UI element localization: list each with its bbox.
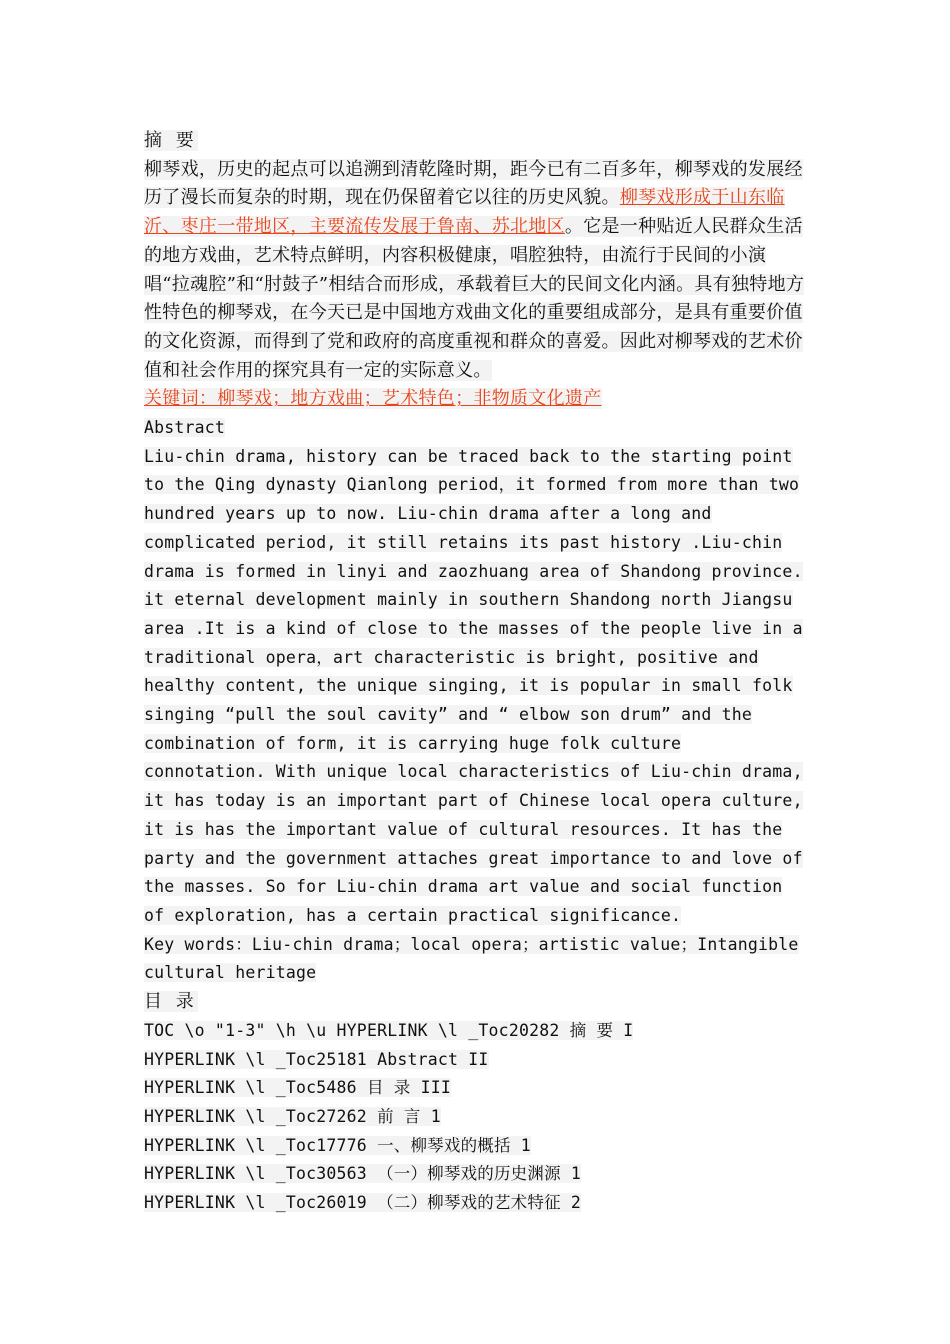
abstract-cn-keywords: 关键词：柳琴戏；地方戏曲；艺术特色；非物质文化遗产 xyxy=(144,388,602,410)
toc-line[interactable]: TOC \o "1-3" \h \u HYPERLINK \l _Toc20282 摘 要 I xyxy=(144,1020,634,1040)
table-of-contents xyxy=(144,1017,812,1218)
toc-line[interactable]: HYPERLINK \l _Toc17776 一、柳琴戏的概括 1 xyxy=(144,1135,531,1155)
abstract-en-heading: Abstract xyxy=(144,418,226,438)
abstract-cn-heading: 摘 要 xyxy=(144,130,198,151)
abstract-cn-link-text[interactable]: 柳琴戏形成于山东临沂、枣庄一带地区，主要流传发展于鲁南、苏北地区 xyxy=(144,187,785,238)
toc-line[interactable]: HYPERLINK \l _Toc26019 （二）柳琴戏的艺术特征 2 xyxy=(144,1193,582,1213)
abstract-cn-body xyxy=(144,156,812,386)
toc-heading: 目 录 xyxy=(144,991,198,1013)
toc-line[interactable]: HYPERLINK \l _Toc5486 目 录 III xyxy=(144,1078,452,1098)
toc-line[interactable]: HYPERLINK \l _Toc25181 Abstract II xyxy=(144,1049,489,1069)
abstract-cn-text-part2: 。它是一种贴近人民群众生活的地方戏曲，艺术特点鲜明，内容积极健康，唱腔独特，由流行于民间的小演唱“拉魂腔”和“肘鼓子”相结合而形成，承载着巨大的民间文化内涵。具有独特地方性特色的柳琴戏，在今天已是中国地方戏曲文化的重要组成部分，是具有重要价值的文化资源，而得到了党和政府的高度重视和群众的喜爱。因此对柳琴戏的艺术价值和社会作用的探究具有一定的实际意义。 xyxy=(144,216,805,381)
toc-line[interactable]: HYPERLINK \l _Toc30563 （一）柳琴戏的历史渊源 1 xyxy=(144,1164,582,1184)
abstract-cn-text-part1: 柳琴戏，历史的起点可以追溯到清乾隆时期，距今已有二百多年，柳琴戏的发展经历了漫长而复杂的时期，现在仍保留着它以往的历史风貌。 xyxy=(144,158,803,209)
document-content xyxy=(144,127,812,1218)
toc-line[interactable]: HYPERLINK \l _Toc27262 前 言 1 xyxy=(144,1106,441,1126)
abstract-en-body: Liu-chin drama, history can be traced back to the starting point to the Qing dynasty Qianlong period，it formed from more than two hundred years up to now. Liu-chin drama after a long and complicated period, it still retains its past history .Liu-chin drama is formed in linyi and zaozhuang area of Shandong province. it eternal development mainly in southern Shandong north Jiangsu area .It is a kind of close to the masses of the people live in a traditional opera，art characteristic is bright, positive and healthy content, the unique singing, it is popular in small folk singing “pull the soul cavity” and “ elbow son drum” and the combination of form, it is carrying huge folk culture connotation. With unique local characteristics of Liu-chin drama, it has today is an important part of Chinese local opera culture, it is has the important value of cultural resources. It has the party and the government attaches great importance to and love of the masses. So for Liu-chin drama art value and social function of exploration, has a certain practical significance. xyxy=(144,446,803,925)
abstract-en-keywords: Key words：Liu-chin drama；local opera；artistic value；Intangible cultural heritage xyxy=(144,934,799,983)
